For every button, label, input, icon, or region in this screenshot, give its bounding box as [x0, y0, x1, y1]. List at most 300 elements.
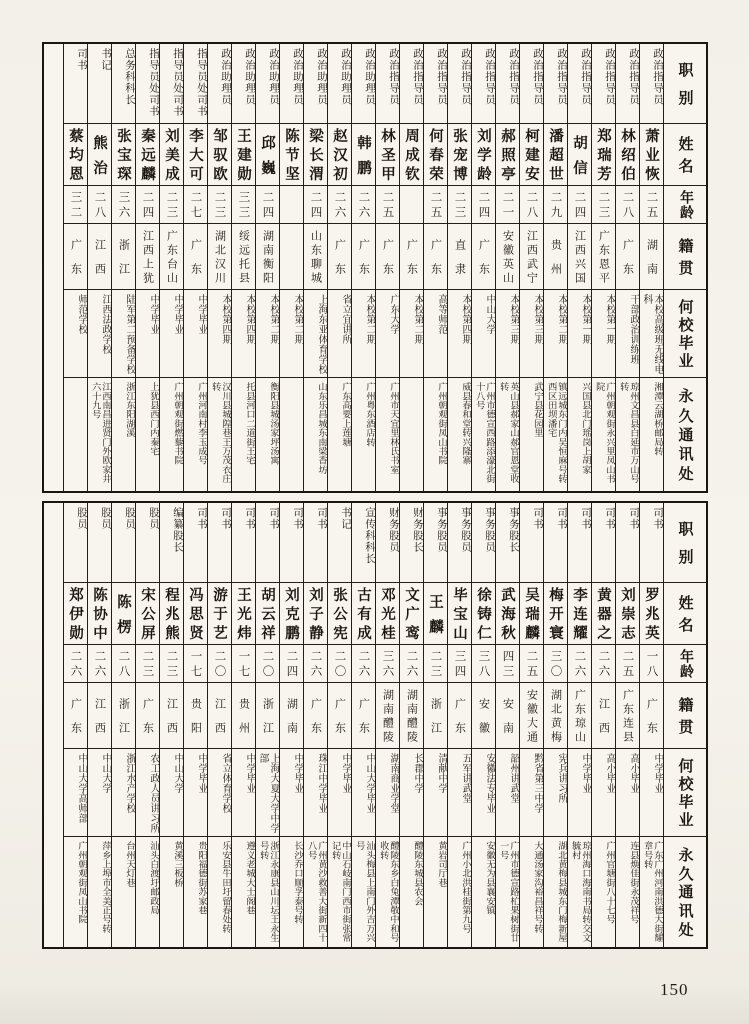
address-cell: 琼州文昌县白延市万山号转	[618, 382, 639, 484]
person-column	[279, 503, 303, 947]
person-column	[351, 503, 375, 947]
school-cell: 省立体育学校	[208, 749, 231, 837]
origin-cell: 广 东 恩 平	[592, 224, 615, 290]
name-cell: 韩 鹏	[352, 124, 375, 186]
address-cell: 醴陵东乡白兔潭敬中和号收转	[378, 841, 399, 943]
address-cell: 威县春和堂转兴隆寨	[461, 382, 471, 465]
role-cell: 政治助理员	[304, 44, 327, 124]
scanned-page	[42, 42, 708, 949]
name-cell: 邱 巍	[256, 124, 279, 186]
role-cell: 事务股长	[496, 503, 519, 583]
role-cell: 政治指导员	[472, 44, 495, 124]
age-cell: 二 八	[88, 186, 111, 224]
address-cell: 山东乐昌城东南梁香坊	[317, 382, 327, 474]
role-cell: 事务股员	[424, 503, 447, 583]
name-cell: 熊 治	[88, 124, 111, 186]
school-cell: 本校第二期	[352, 290, 375, 378]
school-cell: 湖南商业学堂	[376, 749, 399, 837]
name-cell: 张 宠 博	[448, 124, 471, 186]
address-cell: 广东高要上莲塘	[341, 382, 351, 447]
header-age: 年 龄	[664, 186, 706, 224]
role-cell: 股员	[136, 503, 159, 583]
role-cell: 司书	[304, 503, 327, 583]
school-cell: 本校高级班无线电科	[640, 290, 663, 378]
age-cell: 一 七	[232, 645, 255, 683]
address-cell: 广州市德宣西路添濠北街十八号	[474, 382, 495, 484]
school-cell: 上海大夏大学中学部	[256, 749, 279, 837]
header-role: 职 别	[664, 44, 706, 124]
origin-cell: 广 东	[400, 224, 423, 290]
roster-table-top	[42, 42, 708, 493]
person-column	[207, 44, 231, 491]
name-cell: 胡 信	[568, 124, 591, 186]
school-cell: 安徽法专毕业	[472, 749, 495, 837]
origin-cell: 广 东	[352, 683, 375, 749]
name-cell: 游 于 艺	[208, 583, 231, 645]
person-column	[423, 503, 447, 947]
age-cell: 二 八	[616, 186, 639, 224]
age-cell: 一 七	[184, 645, 207, 683]
name-cell: 林 绍 伯	[616, 124, 639, 186]
school-cell: 中学毕业	[160, 290, 183, 378]
age-cell: 三 八	[472, 645, 495, 683]
address-cell: 广州官塘街八十七号	[605, 841, 615, 924]
age-cell: 三 六	[376, 645, 399, 683]
role-cell: 政治助理员	[352, 44, 375, 124]
origin-cell: 浙 江	[112, 224, 135, 290]
address-cell: 醴陵东城县农会	[413, 841, 423, 906]
name-cell: 黄 器 之	[592, 583, 615, 645]
age-cell: 二 四	[304, 186, 327, 224]
person-column	[447, 44, 471, 491]
name-cell: 陈 楞	[112, 583, 135, 645]
school-cell: 干部政治训练班	[616, 290, 639, 378]
address-cell: 乐安县牛田圩留春处转	[221, 841, 231, 933]
name-cell: 吴 瑞 麟	[520, 583, 543, 645]
origin-cell: 湖 北 黄 梅	[544, 683, 567, 749]
name-cell: 王 麟	[424, 583, 447, 645]
person-column	[303, 44, 327, 491]
origin-cell: 广 东	[136, 683, 159, 749]
role-cell: 指导员处司书	[136, 44, 159, 124]
role-cell: 政治助理员	[232, 44, 255, 124]
origin-cell: 贵 州	[232, 683, 255, 749]
header-name: 姓 名	[664, 124, 706, 186]
header-school: 何 校 毕 业	[664, 290, 706, 378]
address-cell: 台州天灯巷	[125, 841, 135, 887]
origin-cell: 浙 江	[424, 683, 447, 749]
role-cell: 书记	[328, 503, 351, 583]
name-cell: 陈 节 坚	[280, 124, 303, 186]
origin-cell	[280, 224, 303, 290]
person-column	[327, 44, 351, 491]
role-cell: 政治指导员	[568, 44, 591, 124]
origin-cell: 安 徽 英 山	[496, 224, 519, 290]
origin-cell: 广 东 连 县	[616, 683, 639, 749]
school-cell: 中学毕业	[136, 290, 159, 378]
age-cell: 二 八	[520, 186, 543, 224]
school-cell: 中学毕业	[232, 749, 255, 837]
role-cell: 政治助理员	[208, 44, 231, 124]
school-cell: 黔省第三中学	[520, 749, 543, 837]
name-cell: 徐 铸 仁	[472, 583, 495, 645]
school-cell: 陆军第二预备学校	[112, 290, 135, 378]
school-cell: 本校第一期	[592, 290, 615, 378]
name-cell: 张 宝 琛	[112, 124, 135, 186]
school-cell: 五军讲武堂	[448, 749, 471, 837]
name-cell: 刘 克 鹏	[280, 583, 303, 645]
age-cell: 二 四	[280, 645, 303, 683]
person-column	[399, 503, 423, 947]
age-cell: 二 〇	[208, 645, 231, 683]
person-column	[567, 44, 591, 491]
origin-cell: 贵 阳	[184, 683, 207, 749]
person-column	[111, 503, 135, 947]
address-cell	[280, 378, 303, 491]
age-cell	[400, 186, 423, 224]
origin-cell: 江 西	[208, 683, 231, 749]
origin-cell: 广 东	[448, 683, 471, 749]
age-cell: 二 六	[352, 186, 375, 224]
address-cell: 黄岩司厅巷	[437, 841, 447, 887]
role-cell: 司书	[544, 503, 567, 583]
origin-cell: 绥 远 托 县	[232, 224, 255, 290]
address-cell	[400, 378, 423, 491]
school-cell: 长郡中学	[400, 749, 423, 837]
origin-cell: 广 东 琼 山	[568, 683, 591, 749]
age-cell: 二 四	[472, 186, 495, 224]
school-cell: 中山大学高师部	[64, 749, 87, 837]
address-cell: 汕头梅县上南门外吉万兴号	[354, 841, 375, 943]
address-cell: 长沙乔口顺孚泰号转	[293, 841, 303, 924]
school-cell: 高小毕业	[616, 749, 639, 837]
person-column	[159, 503, 183, 947]
name-cell: 秦 远 麟	[136, 124, 159, 186]
name-cell: 林 圣 甲	[376, 124, 399, 186]
age-cell: 二 六	[328, 186, 351, 224]
address-cell: 黄溪三板桥	[173, 841, 183, 887]
origin-cell: 江 西 兴 国	[568, 224, 591, 290]
school-cell: 中学毕业	[184, 749, 207, 837]
school-cell: 本校第四期	[208, 290, 231, 378]
age-cell	[280, 186, 303, 224]
origin-cell: 江 西	[88, 683, 111, 749]
person-column	[87, 503, 111, 947]
person-column	[471, 503, 495, 947]
role-cell: 司书	[232, 503, 255, 583]
address-cell: 大通汤家沟裕昌祥号转	[533, 841, 543, 933]
origin-cell: 湖 北 汉 川	[208, 224, 231, 290]
school-cell: 本校第二期	[280, 290, 303, 378]
person-column	[423, 44, 447, 491]
school-cell: 中山大学毕业	[352, 749, 375, 837]
school-cell: 浙江水产学校	[112, 749, 135, 837]
origin-cell: 浙 江	[256, 683, 279, 749]
name-cell: 李 连 耀	[568, 583, 591, 645]
role-cell: 编纂股长	[160, 503, 183, 583]
person-column	[63, 503, 87, 947]
person-column	[399, 44, 423, 491]
age-cell: 二 五	[640, 186, 663, 224]
person-column	[543, 503, 567, 947]
origin-cell: 直 隶	[448, 224, 471, 290]
header-origin: 籍 贯	[664, 224, 706, 290]
name-cell: 萧 业 恢	[640, 124, 663, 186]
name-cell: 何 春 荣	[424, 124, 447, 186]
age-cell: 二 七	[184, 186, 207, 224]
age-cell: 二 六	[400, 645, 423, 683]
header-role: 职 别	[664, 503, 706, 583]
role-cell: 政治助理员	[256, 44, 279, 124]
role-cell: 政治指导员	[400, 44, 423, 124]
name-cell: 柯 建 安	[520, 124, 543, 186]
origin-cell: 江 西 武 宁	[520, 224, 543, 290]
address-cell: 广州朝观街燃藜书院	[173, 382, 183, 465]
person-column	[495, 503, 519, 947]
origin-cell: 广 东	[352, 224, 375, 290]
school-cell: 农工政人员讲习所	[136, 749, 159, 837]
person-column	[207, 503, 231, 947]
name-cell: 刘 学 龄	[472, 124, 495, 186]
header-name: 姓 名	[664, 583, 706, 645]
origin-cell: 江 西	[88, 224, 111, 290]
roster-table-bottom	[42, 501, 708, 949]
address-cell: 镇远城东门内吴恒麻号转西区田坝潘宅	[546, 382, 567, 484]
person-column	[183, 44, 207, 491]
name-cell: 张 公 宪	[328, 583, 351, 645]
role-cell: 政治指导员	[376, 44, 399, 124]
name-cell: 刘 子 静	[304, 583, 327, 645]
school-cell: 本校第二期	[256, 290, 279, 378]
address-cell: 江西南昌进贤门外欧家井六十九号	[90, 382, 111, 484]
role-cell: 政治指导员	[520, 44, 543, 124]
person-column	[231, 503, 255, 947]
role-cell: 股员	[64, 503, 87, 583]
name-cell: 程 兆 熊	[160, 583, 183, 645]
age-cell: 二 〇	[256, 645, 279, 683]
role-cell: 政治指导员	[544, 44, 567, 124]
role-cell: 政治指导员	[592, 44, 615, 124]
name-cell: 刘 美 成	[160, 124, 183, 186]
person-column	[135, 503, 159, 947]
role-cell: 财务股员	[376, 503, 399, 583]
age-cell: 二 一	[496, 186, 519, 224]
role-cell: 司书	[64, 44, 87, 124]
school-cell: 本校第三期	[496, 290, 519, 378]
person-column	[159, 44, 183, 491]
name-cell: 古 有 成	[352, 583, 375, 645]
origin-cell: 湖 南 醴 陵	[400, 683, 423, 749]
role-cell: 政治指导员	[448, 44, 471, 124]
age-cell: 四 三	[496, 645, 519, 683]
address-cell: 琼州海口海南书局转交文毓村	[570, 841, 591, 943]
name-cell: 陈 协 中	[88, 583, 111, 645]
name-cell: 武 海 秋	[496, 583, 519, 645]
name-cell: 郝 照 亭	[496, 124, 519, 186]
name-cell: 毕 宝 山	[448, 583, 471, 645]
address-cell: 遵义老城大士阁巷	[245, 841, 255, 915]
person-column	[567, 503, 591, 947]
address-cell: 汕头白渡圩邮政局	[149, 841, 159, 915]
address-cell: 连县焕佳街永茂祥号	[629, 841, 639, 924]
address-cell: 广州黄沙救善大街新四十八号	[306, 841, 327, 943]
name-cell: 郑 伊 勋	[64, 583, 87, 645]
school-cell: 中山大学	[472, 290, 495, 378]
origin-cell: 江 西 上 犹	[136, 224, 159, 290]
origin-cell: 安 徽	[472, 683, 495, 749]
person-column	[255, 44, 279, 491]
school-cell: 本校第一期	[568, 290, 591, 378]
origin-cell: 湖 南 衡 阳	[256, 224, 279, 290]
person-column	[639, 44, 663, 491]
name-cell: 宋 公 屏	[136, 583, 159, 645]
role-cell: 司书	[256, 503, 279, 583]
school-cell: 江西法政学校	[88, 290, 111, 378]
address-cell: 安徽无为县襄安镇	[485, 841, 495, 915]
name-cell: 周 成 钦	[400, 124, 423, 186]
role-cell: 政治指导员	[616, 44, 639, 124]
origin-cell: 广 东 台 山	[160, 224, 183, 290]
role-cell: 事务股员	[448, 503, 471, 583]
address-cell: 英山县郝家山郝官恩堂收转	[498, 382, 519, 484]
origin-cell: 广 东	[64, 224, 87, 290]
header-origin: 籍 贯	[664, 683, 706, 749]
age-cell: 二 三	[424, 645, 447, 683]
origin-cell: 江 西	[160, 683, 183, 749]
age-cell: 二 五	[424, 186, 447, 224]
age-cell: 二 五	[616, 645, 639, 683]
name-cell: 刘 崇 志	[616, 583, 639, 645]
school-cell: 省立宜讲所	[328, 290, 351, 378]
address-cell: 广州市德宣路杧果树街廿一号	[498, 841, 519, 943]
age-cell: 二 三	[160, 645, 183, 683]
name-cell: 王 建 勋	[232, 124, 255, 186]
person-column	[495, 44, 519, 491]
origin-cell: 广 东	[184, 224, 207, 290]
name-cell: 文 广 鸾	[400, 583, 423, 645]
name-cell: 赵 汉 初	[328, 124, 351, 186]
role-cell: 财务股长	[400, 503, 423, 583]
person-column	[327, 503, 351, 947]
role-cell: 司书	[568, 503, 591, 583]
role-cell: 事务股员	[472, 503, 495, 583]
age-cell: 二 四	[256, 186, 279, 224]
role-cell: 司书	[616, 503, 639, 583]
school-cell: 本校第三期	[520, 290, 543, 378]
role-cell: 政治指导员	[424, 44, 447, 124]
address-cell: 萍乡上埠市全美正号转	[101, 841, 111, 933]
header-address: 永 久 通 讯 处	[676, 846, 693, 938]
age-cell: 二 三	[208, 186, 231, 224]
origin-cell: 广 东	[376, 224, 399, 290]
role-cell: 股员	[112, 503, 135, 583]
address-cell: 兴国县北门瑶岗上胡家	[581, 382, 591, 474]
person-column	[615, 44, 639, 491]
role-cell: 司书	[184, 503, 207, 583]
person-column	[615, 503, 639, 947]
page-number: 150	[660, 980, 689, 999]
origin-cell: 湖 南 醴 陵	[376, 683, 399, 749]
role-cell: 司书	[280, 503, 303, 583]
school-cell: 宪兵讲习所	[544, 749, 567, 837]
school-cell: 中山大学	[160, 749, 183, 837]
name-cell: 邹 驭 欧	[208, 124, 231, 186]
origin-cell: 湖 南	[640, 224, 663, 290]
school-cell: 师范学校	[64, 290, 87, 378]
school-cell: 本校第四期	[448, 290, 471, 378]
origin-cell: 广 东	[328, 683, 351, 749]
origin-cell: 广 东	[640, 683, 663, 749]
header-column	[663, 44, 706, 491]
role-cell: 股员	[88, 503, 111, 583]
origin-cell: 广 东	[616, 224, 639, 290]
address-cell: 上犹县西门内秦宅	[149, 382, 159, 456]
school-cell: 广东大学	[376, 290, 399, 378]
origin-cell: 贵 州	[544, 224, 567, 290]
school-cell: 高小毕业	[592, 749, 615, 837]
person-column	[519, 44, 543, 491]
role-cell: 政治助理员	[328, 44, 351, 124]
age-cell: 二 四	[136, 186, 159, 224]
person-column	[639, 503, 663, 947]
header-school: 何 校 毕 业	[664, 749, 706, 837]
age-cell: 二 〇	[328, 645, 351, 683]
name-cell: 罗 兆 英	[640, 583, 663, 645]
age-cell: 二 三	[160, 186, 183, 224]
age-cell: 二 六	[568, 645, 591, 683]
school-cell: 韶州讲武堂	[496, 749, 519, 837]
school-cell: 清献中学	[424, 749, 447, 837]
address-cell: 武宁县花园里	[533, 382, 543, 438]
address-cell: 贵阳福德街苏家巷	[197, 841, 207, 915]
header-column	[663, 503, 706, 947]
origin-cell: 广 东	[472, 224, 495, 290]
address-cell: 广州朝观街永兴里凤山书院	[594, 382, 615, 484]
origin-cell: 广 东	[424, 224, 447, 290]
role-cell: 司书	[640, 503, 663, 583]
origin-cell: 安 徽 大 通	[520, 683, 543, 749]
name-cell: 潘 超 世	[544, 124, 567, 186]
school-cell: 中学毕业	[568, 749, 591, 837]
person-column	[231, 44, 255, 491]
role-cell: 司书	[520, 503, 543, 583]
address-cell: 广东广州河南洪德大街耀章号转	[642, 841, 663, 943]
header-address: 永 久 通 讯 处	[676, 388, 693, 481]
school-cell: 中山大学	[88, 749, 111, 837]
address-cell: 广州小北洪桂街第九号	[461, 841, 471, 933]
person-column	[447, 503, 471, 947]
age-cell: 二 四	[568, 186, 591, 224]
origin-cell: 广 东	[304, 683, 327, 749]
name-cell: 王 光 炜	[232, 583, 255, 645]
person-column	[87, 44, 111, 491]
role-cell: 政治指导员	[496, 44, 519, 124]
age-cell: 一 八	[640, 645, 663, 683]
school-cell: 中学毕业	[184, 290, 207, 378]
role-cell: 总务科科长	[112, 44, 135, 124]
person-column	[591, 503, 615, 947]
person-column	[135, 44, 159, 491]
person-column	[63, 44, 87, 491]
person-column	[591, 44, 615, 491]
name-cell: 蔡 均 恩	[64, 124, 87, 186]
age-cell: 三 〇	[544, 645, 567, 683]
origin-cell: 湖 南	[280, 683, 303, 749]
name-cell: 李 大 可	[184, 124, 207, 186]
age-cell: 二 五	[520, 645, 543, 683]
age-cell: 二 六	[88, 645, 111, 683]
person-column	[471, 44, 495, 491]
